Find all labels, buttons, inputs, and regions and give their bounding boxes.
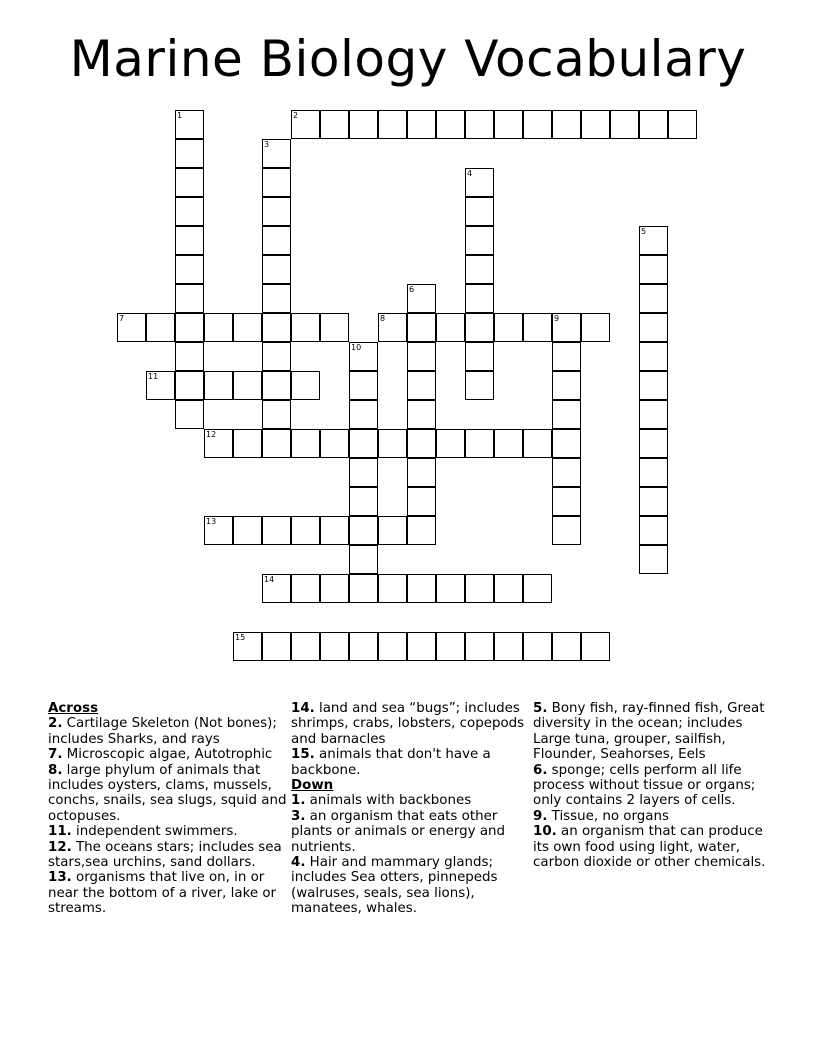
grid-cell[interactable] xyxy=(175,255,204,284)
clue-number: 15 xyxy=(235,633,246,642)
grid-cell[interactable] xyxy=(581,632,610,661)
grid-cell[interactable] xyxy=(552,371,581,400)
clue-number: 13 xyxy=(206,517,217,526)
clue-number: 11 xyxy=(148,372,159,381)
grid-cell[interactable] xyxy=(262,516,291,545)
clue-number: 6 xyxy=(409,285,415,294)
grid-cell[interactable] xyxy=(407,110,436,139)
grid-cell[interactable] xyxy=(233,632,262,661)
grid-cell[interactable] xyxy=(233,313,262,342)
clue-number: 4 xyxy=(467,169,473,178)
grid-cell[interactable] xyxy=(320,110,349,139)
grid-cell[interactable] xyxy=(349,516,378,545)
grid-cell[interactable] xyxy=(378,429,407,458)
grid-cell[interactable] xyxy=(320,516,349,545)
grid-cell[interactable] xyxy=(436,313,465,342)
grid-cell[interactable] xyxy=(465,110,494,139)
grid-cell[interactable] xyxy=(175,197,204,226)
grid-cell[interactable] xyxy=(291,313,320,342)
grid-cell[interactable] xyxy=(175,342,204,371)
grid-cell[interactable] xyxy=(552,458,581,487)
grid-cell[interactable] xyxy=(175,313,204,342)
clue-across-14: 14. land and sea “bugs”; includes shrimps, crabs, lobsters, copepods and barnacles xyxy=(291,701,525,747)
grid-cell[interactable] xyxy=(639,516,668,545)
grid-cell[interactable] xyxy=(610,110,639,139)
grid-cell[interactable] xyxy=(465,429,494,458)
clues-column-1 xyxy=(48,701,288,917)
clue-number: 9 xyxy=(554,314,560,323)
grid-cell[interactable] xyxy=(407,487,436,516)
grid-cell[interactable] xyxy=(349,458,378,487)
grid-cell[interactable] xyxy=(465,284,494,313)
grid-cell[interactable] xyxy=(262,313,291,342)
grid-cell[interactable] xyxy=(262,574,291,603)
grid-cell[interactable] xyxy=(262,284,291,313)
grid-cell[interactable] xyxy=(291,574,320,603)
grid-cell[interactable] xyxy=(407,313,436,342)
grid-cell[interactable] xyxy=(204,516,233,545)
grid-cell[interactable] xyxy=(552,516,581,545)
grid-cell[interactable] xyxy=(639,371,668,400)
grid-cell[interactable] xyxy=(523,632,552,661)
grid-cell[interactable] xyxy=(146,371,175,400)
clue-down-6: 6. sponge; cells perform all life process without tissue or organs; only contains 2 layers of cells. xyxy=(533,762,756,809)
grid-cell[interactable] xyxy=(639,284,668,313)
grid-cell[interactable] xyxy=(291,516,320,545)
grid-cell[interactable] xyxy=(407,516,436,545)
grid-cell[interactable] xyxy=(407,458,436,487)
grid-cell[interactable] xyxy=(291,371,320,400)
clue-across-2: 2. Cartilage Skeleton (Not bones); includes Sharks, and rays xyxy=(48,716,277,747)
grid-cell[interactable] xyxy=(262,371,291,400)
grid-cell[interactable] xyxy=(378,574,407,603)
grid-cell[interactable] xyxy=(204,429,233,458)
grid-cell[interactable] xyxy=(175,400,204,429)
grid-cell[interactable] xyxy=(320,313,349,342)
clue-down-10: 10. an organism that can produce its own food using light, water, carbon dioxide or other chemicals. xyxy=(533,824,766,871)
grid-cell[interactable] xyxy=(262,429,291,458)
grid-cell[interactable] xyxy=(378,313,407,342)
grid-cell[interactable] xyxy=(175,110,204,139)
grid-cell[interactable] xyxy=(523,110,552,139)
grid-cell[interactable] xyxy=(175,226,204,255)
across-heading: Across xyxy=(48,701,99,716)
grid-cell[interactable] xyxy=(349,110,378,139)
grid-cell[interactable] xyxy=(146,313,175,342)
grid-cell[interactable] xyxy=(262,255,291,284)
clue-down-1: 1. animals with backbones xyxy=(291,793,472,809)
grid-cell[interactable] xyxy=(639,429,668,458)
grid-cell[interactable] xyxy=(262,342,291,371)
grid-cell[interactable] xyxy=(436,429,465,458)
grid-cell[interactable] xyxy=(465,168,494,197)
grid-cell[interactable] xyxy=(465,342,494,371)
grid-cell[interactable] xyxy=(465,313,494,342)
grid-cell[interactable] xyxy=(349,400,378,429)
clue-down-9: 9. Tissue, no organs xyxy=(533,808,669,824)
grid-cell[interactable] xyxy=(175,284,204,313)
clue-number: 10 xyxy=(351,343,362,352)
grid-cell[interactable] xyxy=(552,429,581,458)
grid-cell[interactable] xyxy=(581,110,610,139)
grid-cell[interactable] xyxy=(262,226,291,255)
clue-across-13: 13. organisms that live on, in or near the bottom of a river, lake or streams. xyxy=(48,870,277,917)
grid-cell[interactable] xyxy=(117,313,146,342)
grid-cell[interactable] xyxy=(552,110,581,139)
grid-cell[interactable] xyxy=(668,110,697,139)
grid-cell[interactable] xyxy=(552,487,581,516)
clue-number: 1 xyxy=(177,111,183,120)
grid-cell[interactable] xyxy=(320,574,349,603)
clue-number: 5 xyxy=(641,227,647,236)
grid-cell[interactable] xyxy=(494,574,523,603)
grid-cell[interactable] xyxy=(320,632,349,661)
clue-number: 2 xyxy=(293,111,299,120)
puzzle-title: Marine Biology Vocabulary xyxy=(69,30,747,88)
grid-cell[interactable] xyxy=(436,632,465,661)
grid-cell[interactable] xyxy=(175,371,204,400)
grid-cell[interactable] xyxy=(349,342,378,371)
grid-cell[interactable] xyxy=(262,197,291,226)
grid-cell[interactable] xyxy=(378,516,407,545)
grid-cell[interactable] xyxy=(349,429,378,458)
grid-cell[interactable] xyxy=(436,110,465,139)
grid-cell[interactable] xyxy=(639,400,668,429)
grid-cell[interactable] xyxy=(639,545,668,574)
grid-cell[interactable] xyxy=(639,458,668,487)
grid-cell[interactable] xyxy=(465,255,494,284)
clue-down-4: 4. Hair and mammary glands; includes Sea otters, pinnepeds (walruses, seals, sea lions), manatees, whales. xyxy=(291,855,498,917)
grid-cell[interactable] xyxy=(349,574,378,603)
clues-column-2 xyxy=(291,701,531,917)
grid-cell[interactable] xyxy=(407,284,436,313)
grid-cell[interactable] xyxy=(494,429,523,458)
grid-cell[interactable] xyxy=(407,400,436,429)
grid-cell[interactable] xyxy=(378,110,407,139)
clue-across-15: 15. animals that don't have a backbone. xyxy=(291,747,491,778)
grid-cell[interactable] xyxy=(262,139,291,168)
grid-cell[interactable] xyxy=(291,632,320,661)
grid-cell[interactable] xyxy=(465,197,494,226)
clue-across-7: 7. Microscopic algae, Autotrophic xyxy=(48,747,273,763)
clues-column-3 xyxy=(533,701,773,870)
grid-cell[interactable] xyxy=(320,429,349,458)
grid-cell[interactable] xyxy=(262,632,291,661)
grid-cell[interactable] xyxy=(494,632,523,661)
grid-cell[interactable] xyxy=(233,516,262,545)
grid-cell[interactable] xyxy=(465,371,494,400)
grid-cell[interactable] xyxy=(465,226,494,255)
grid-cell[interactable] xyxy=(465,632,494,661)
grid-cell[interactable] xyxy=(407,574,436,603)
grid-cell[interactable] xyxy=(349,371,378,400)
grid-cell[interactable] xyxy=(523,429,552,458)
grid-cell[interactable] xyxy=(407,429,436,458)
grid-cell[interactable] xyxy=(349,487,378,516)
clue-number: 14 xyxy=(264,575,275,584)
grid-cell[interactable] xyxy=(233,429,262,458)
grid-cell[interactable] xyxy=(407,342,436,371)
grid-cell[interactable] xyxy=(639,110,668,139)
clue-down-3: 3. an organism that eats other plants or animals or energy and nutrients. xyxy=(291,808,506,855)
grid-cell[interactable] xyxy=(639,226,668,255)
grid-cell[interactable] xyxy=(407,632,436,661)
clue-across-12: 12. The oceans stars; includes sea stars,sea urchins, sand dollars. xyxy=(48,839,282,871)
grid-cell[interactable] xyxy=(639,255,668,284)
grid-cell[interactable] xyxy=(639,313,668,342)
grid-cell[interactable] xyxy=(291,429,320,458)
grid-cell[interactable] xyxy=(204,371,233,400)
grid-cell[interactable] xyxy=(233,371,262,400)
grid-cell[interactable] xyxy=(349,545,378,574)
grid-cell[interactable] xyxy=(494,313,523,342)
grid-cell[interactable] xyxy=(175,168,204,197)
grid-cell[interactable] xyxy=(552,342,581,371)
clue-across-8: 8. large phylum of animals that includes oysters, clams, mussels, conchs, snails, sea slugs, squid and octopuses. xyxy=(48,762,287,824)
down-heading: Down xyxy=(291,778,334,794)
grid-cell[interactable] xyxy=(581,313,610,342)
grid-cell[interactable] xyxy=(407,371,436,400)
grid-cell[interactable] xyxy=(378,632,407,661)
grid-cell[interactable] xyxy=(175,139,204,168)
grid-cell[interactable] xyxy=(349,632,378,661)
grid-cell[interactable] xyxy=(262,400,291,429)
grid-cell[interactable] xyxy=(204,313,233,342)
clue-number: 12 xyxy=(206,430,217,439)
grid-cell[interactable] xyxy=(639,342,668,371)
grid-cell[interactable] xyxy=(523,574,552,603)
clue-across-11: 11. independent swimmers. xyxy=(48,824,238,840)
clue-number: 3 xyxy=(264,140,270,149)
grid-cell[interactable] xyxy=(291,110,320,139)
grid-cell[interactable] xyxy=(494,110,523,139)
clue-number: 8 xyxy=(380,314,386,323)
clue-down-5: 5. Bony fish, ray-finned fish, Great diversity in the ocean; includes Large tuna, grouper, sailfish, Flounder, Seahorses, Eels xyxy=(533,701,765,763)
grid-cell[interactable] xyxy=(523,313,552,342)
grid-cell[interactable] xyxy=(552,313,581,342)
grid-cell[interactable] xyxy=(436,574,465,603)
grid-cell[interactable] xyxy=(262,168,291,197)
grid-cell[interactable] xyxy=(552,400,581,429)
grid-cell[interactable] xyxy=(639,487,668,516)
clue-number: 7 xyxy=(119,314,125,323)
grid-cell[interactable] xyxy=(465,574,494,603)
grid-cell[interactable] xyxy=(552,632,581,661)
